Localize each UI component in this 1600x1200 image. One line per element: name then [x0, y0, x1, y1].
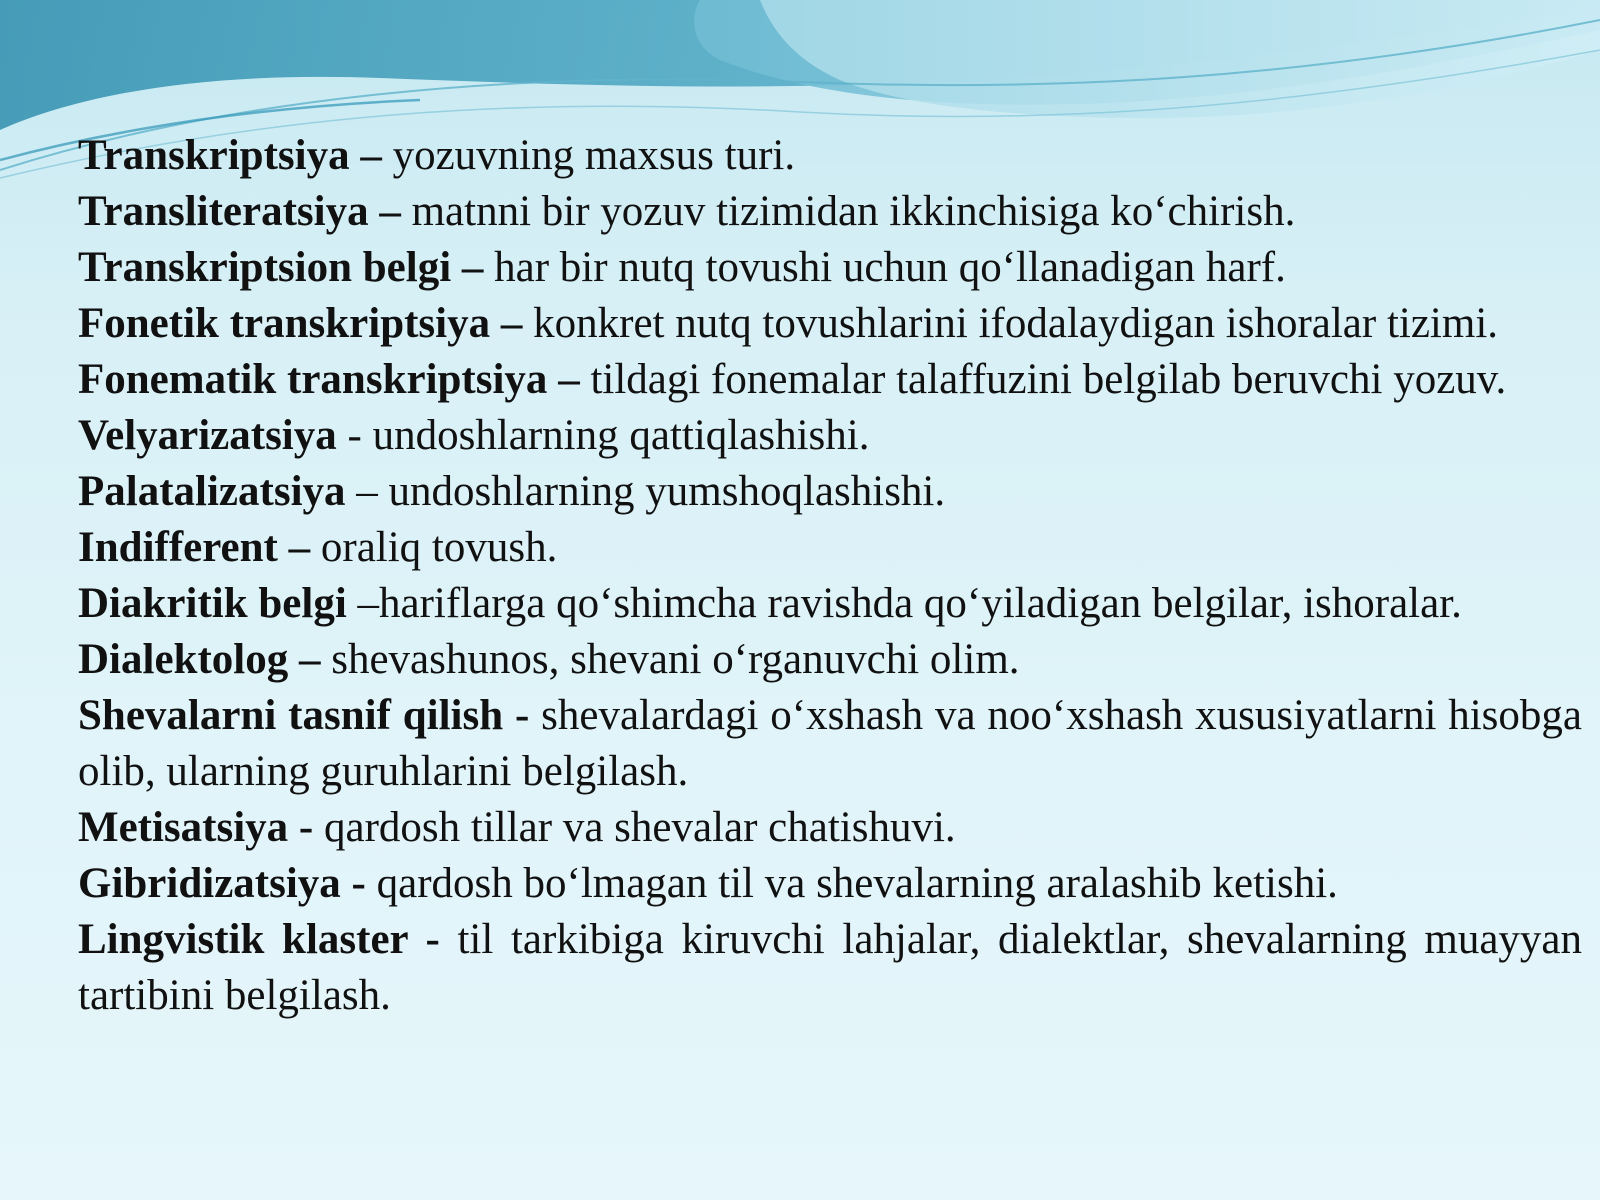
term-entry: [78, 128, 1582, 184]
separator: –: [368, 188, 412, 235]
term-entry: [78, 576, 1582, 632]
term: Shevalarni tasnif qilish: [78, 692, 504, 739]
term-entry: [78, 352, 1582, 408]
term: Transkriptsiya: [78, 132, 350, 179]
definition: yozuvning maxsus turi.: [392, 132, 796, 179]
term: Transliteratsiya: [78, 188, 369, 235]
definition: oraliq tovush.: [320, 524, 558, 571]
definition: tildagi fonemalar talaffuzini belgilab beruvchi yozuv.: [590, 356, 1507, 403]
term-entry: [78, 184, 1582, 240]
term-entry: [78, 632, 1582, 688]
separator: –: [345, 468, 389, 515]
glossary-text: [78, 128, 1582, 1138]
separator: -: [503, 692, 542, 739]
wave-band-light: [760, 0, 1600, 118]
term: Indifferent: [78, 524, 278, 571]
definition: konkret nutq tovushlarini ifodalaydigan ishoralar tizimi.: [533, 300, 1499, 347]
definition: hariflarga qo‘shimcha ravishda qo‘yiladigan belgilar, ishoralar.: [379, 580, 1462, 627]
definition: til tarkibiga kiruvchi lahjalar, dialektlar, shevalarning muayyan tartibini belgilash.: [78, 916, 1582, 1019]
separator: –: [346, 580, 380, 627]
definition: shevalardagi o‘xshash va noo‘xshash xususiyatlarni hisobga olib, ularning guruhlarini belgilash.: [78, 692, 1582, 795]
separator: –: [451, 244, 495, 291]
term: Dialektolog: [78, 636, 289, 683]
term: Transkriptsion belgi: [78, 244, 452, 291]
separator: -: [336, 412, 373, 459]
separator: -: [407, 916, 458, 963]
definition: shevashunos, shevani o‘rganuvchi olim.: [331, 636, 1020, 683]
definition: undoshlarning qattiqlashishi.: [372, 412, 870, 459]
term: Gibridizatsiya: [78, 860, 341, 907]
term: Fonetik transkriptsiya: [78, 300, 491, 347]
term-entry: [78, 240, 1582, 296]
separator: -: [340, 860, 377, 907]
separator: –: [288, 636, 332, 683]
separator: –: [547, 356, 591, 403]
term-entry: [78, 688, 1582, 800]
term: Metisatsiya: [78, 804, 289, 851]
term-entry: [78, 856, 1582, 912]
term: Lingvistik klaster: [78, 916, 408, 963]
definition: qardosh tillar va shevalar chatishuvi.: [324, 804, 956, 851]
term-entry: [78, 296, 1582, 352]
term: Palatalizatsiya: [78, 468, 346, 515]
term-entry: [78, 520, 1582, 576]
definition: qardosh bo‘lmagan til va shevalarning aralashib ketishi.: [376, 860, 1338, 907]
separator: –: [490, 300, 534, 347]
term: Fonematik transkriptsiya: [78, 356, 548, 403]
term-entry: [78, 800, 1582, 856]
definition: undoshlarning yumshoqlashishi.: [388, 468, 946, 515]
definition: har bir nutq tovushi uchun qo‘llanadigan harf.: [494, 244, 1286, 291]
term-entry: [78, 912, 1582, 1024]
term-entry: [78, 464, 1582, 520]
separator: -: [288, 804, 324, 851]
definition: matnni bir yozuv tizimidan ikkinchisiga ko‘chirish.: [411, 188, 1296, 235]
separator: –: [277, 524, 321, 571]
separator: –: [349, 132, 393, 179]
term-entry: [78, 408, 1582, 464]
term: Velyarizatsiya: [78, 412, 337, 459]
term: Diakritik belgi: [78, 580, 347, 627]
